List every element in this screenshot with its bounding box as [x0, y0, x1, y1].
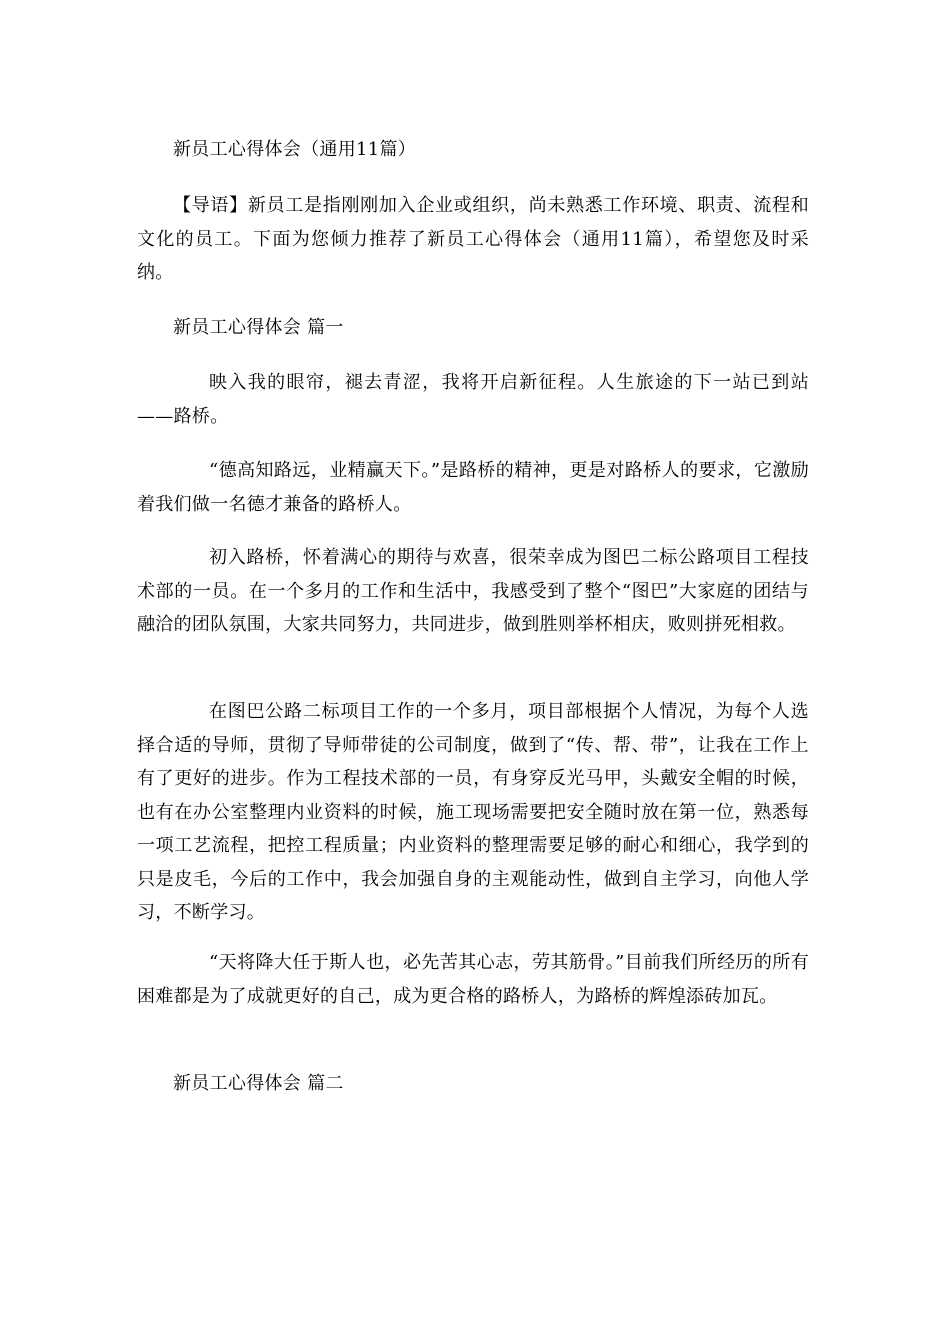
body-paragraph-1: 映入我的眼帘，褪去青涩，我将开启新征程。人生旅途的下一站已到站——路桥。	[137, 372, 809, 427]
intro-paragraph: 【导语】新员工是指刚刚加入企业或组织，尚未熟悉工作环境、职责、流程和文化的员工。下面为您倾力推荐了新员工心得体会（通用11篇），希望您及时采纳。	[137, 195, 809, 283]
section-heading-2: 新员工心得体会 篇二	[173, 1073, 344, 1094]
body-paragraph-3: 初入路桥，怀着满心的期待与欢喜，很荣幸成为图巴二标公路项目工程技术部的一员。在一个多月的工作和生活中，我感受到了整个“图巴”大家庭的团结与融洽的团队氛围，大家共同努力，共同进步，做到胜则举杯相庆，败则拼死相救。	[137, 547, 809, 635]
body-paragraph-5: “天将降大任于斯人也，必先苦其心志，劳其筋骨。”目前我们所经历的所有困难都是为了成就更好的自己，成为更合格的路桥人，为路桥的辉煌添砖加瓦。	[137, 952, 809, 1007]
body-paragraph-2: “德高知路远，业精赢天下。”是路桥的精神，更是对路桥人的要求，它激励着我们做一名德才兼备的路桥人。	[137, 460, 809, 515]
body-paragraph-4: 在图巴公路二标项目工作的一个多月，项目部根据个人情况，为每个人选择合适的导师，贯彻了导师带徒的公司制度，做到了“传、帮、带”，让我在工作上有了更好的进步。作为工程技术部的一员，有身穿反光马甲，头戴安全帽的时候，也有在办公室整理内业资料的时候，施工现场需要把安全随时放在第一位，熟悉每一项工艺流程，把控工程质量；内业资料的整理需要足够的耐心和细心，我学到的只是皮毛，今后的工作中，我会加强自身的主观能动性，做到自主学习，向他人学习，不断学习。	[137, 701, 809, 923]
document-title: 新员工心得体会（通用11篇）	[173, 139, 417, 160]
section-heading-1: 新员工心得体会 篇一	[173, 317, 344, 338]
